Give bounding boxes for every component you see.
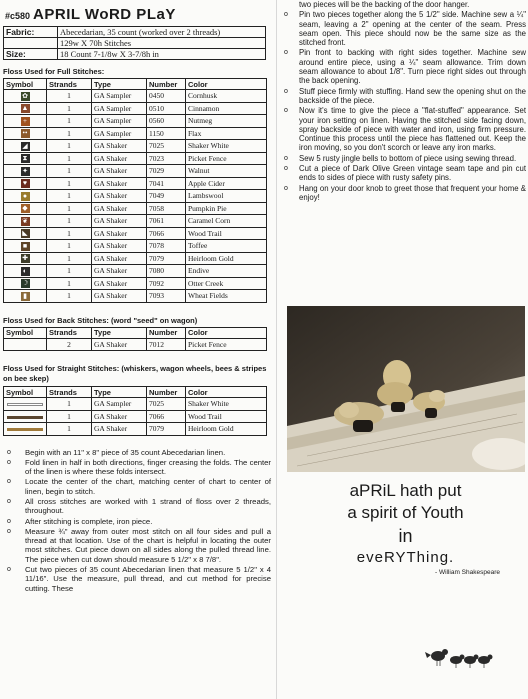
floss-type: GA Shaker [92, 215, 147, 228]
floss-symbol [4, 215, 47, 228]
floss-color: Otter Creek [186, 277, 267, 290]
stitch-symbol-icon: •• [21, 129, 30, 138]
right-column [283, 0, 528, 203]
floss-strands: 1 [47, 410, 92, 423]
instruction-item: o Now it's time to give the piece a "flat-stuffed" appearance. Set your iron setting on linen. Having the stitched side facing down, spray backside of piece with water and iron, using firm pressure. Continue this process until the piece has flattened out. Keep the iron moving, so you don't scorch or leave any iron marks. [283, 106, 526, 152]
bird-motif [418, 640, 498, 670]
floss-color: Flax [186, 127, 267, 140]
stitch-line-icon [7, 416, 43, 419]
full-stitches-table [3, 78, 267, 303]
floss-type: GA Shaker [92, 202, 147, 215]
floss-row [4, 90, 267, 103]
floss-row [4, 215, 267, 228]
floss-type: GA Sampler [92, 115, 147, 128]
column-header: Strands [47, 387, 92, 398]
floss-symbol [4, 338, 47, 351]
floss-strands: 1 [47, 398, 92, 411]
floss-number: 7041 [147, 177, 186, 190]
floss-row [4, 115, 267, 128]
column-header: Symbol [4, 387, 47, 398]
floss-row [4, 152, 267, 165]
floss-type: GA Shaker [92, 190, 147, 203]
floss-strands: 1 [47, 190, 92, 203]
floss-type: GA Shaker [92, 152, 147, 165]
floss-strands: 1 [47, 202, 92, 215]
floss-color: Cinnamon [186, 102, 267, 115]
floss-type: GA Sampler [92, 102, 147, 115]
finished-piece-photo [287, 306, 525, 472]
floss-strands: 1 [47, 177, 92, 190]
page-title [5, 6, 273, 23]
floss-symbol [4, 102, 47, 115]
floss-color: Lambswool [186, 190, 267, 203]
floss-color: Cornhusk [186, 90, 267, 103]
floss-strands: 1 [47, 115, 92, 128]
back-stitches-table [3, 327, 267, 352]
floss-strands: 1 [47, 215, 92, 228]
floss-row [4, 140, 267, 153]
stitch-symbol-icon: ■ [21, 242, 30, 251]
floss-number: 7092 [147, 277, 186, 290]
instruction-item: o Cut two pieces of 35 count Abecedarian linen that measure 5 1/2" x 4 11/16". Use the measure, pull thread, and cut method for precise cutting. These [5, 565, 271, 593]
stitch-line-icon [7, 403, 43, 406]
spec-row [4, 49, 266, 60]
floss-symbol [4, 115, 47, 128]
straight-stitches-table [3, 386, 267, 436]
floss-number: 7025 [147, 398, 186, 411]
column-header: Strands [47, 327, 92, 338]
floss-strands: 1 [47, 277, 92, 290]
instruction-item: o Locate the center of the chart, matching center of chart to center of linen, begin to stitch. [5, 477, 271, 496]
floss-number: 7066 [147, 227, 186, 240]
quote-line-1: aPRiL hath put [349, 481, 462, 500]
floss-row [4, 290, 267, 303]
floss-row [4, 127, 267, 140]
floss-row [4, 265, 267, 278]
floss-number: 7079 [147, 252, 186, 265]
stitch-symbol-icon: ❦ [22, 216, 28, 225]
floss-row [4, 227, 267, 240]
floss-strands: 1 [47, 90, 92, 103]
column-header: Number [147, 79, 186, 90]
floss-row [4, 240, 267, 253]
instruction-item: o Begin with an 11" x 8" piece of 35 count Abecedarian linen. [5, 448, 271, 457]
right-instructions [283, 0, 526, 202]
column-divider [276, 0, 277, 699]
instruction-item: o Sew 5 rusty jingle bells to bottom of piece using sewing thread. [283, 154, 526, 163]
floss-number: 1150 [147, 127, 186, 140]
spec-row [4, 38, 266, 49]
floss-row [4, 423, 267, 436]
floss-number: 7079 [147, 423, 186, 436]
floss-color: Picket Fence [186, 338, 267, 351]
floss-color: Picket Fence [186, 152, 267, 165]
design-title: APRIL WoRD PLaY [33, 6, 176, 23]
table-header-row [4, 327, 267, 338]
quote-line-4: eveRYThing. [356, 549, 455, 566]
quote-line-2: a spirit of Youth [347, 503, 464, 522]
stitch-symbol-icon: ▲ [21, 104, 29, 113]
floss-row [4, 102, 267, 115]
full-stitches-heading: Floss Used for Full Stitches: [3, 67, 105, 76]
shakespeare-quote [283, 480, 528, 576]
specs-table [3, 26, 266, 60]
floss-color: Endive [186, 265, 267, 278]
instruction-item: o Fold linen in half in both directions, finger creasing the folds. The center of the linen is where these folds intersect. [5, 458, 271, 477]
floss-row [4, 165, 267, 178]
floss-number: 7093 [147, 290, 186, 303]
stitch-line-icon [7, 428, 43, 431]
straight-stitches-heading: Floss Used for Straight Stitches: (whiskers, wagon wheels, bees & stripes on bee skep) [3, 364, 267, 383]
floss-type: GA Shaker [92, 252, 147, 265]
floss-number: 0560 [147, 115, 186, 128]
floss-type: GA Shaker [92, 423, 147, 436]
floss-symbol [4, 227, 47, 240]
floss-color: Caramel Corn [186, 215, 267, 228]
column-header: Symbol [4, 79, 47, 90]
spec-row [4, 27, 266, 38]
floss-symbol [4, 165, 47, 178]
floss-symbol [4, 177, 47, 190]
column-header: Type [92, 387, 147, 398]
column-header: Color [186, 327, 267, 338]
floss-strands: 1 [47, 265, 92, 278]
floss-color: Walnut [186, 165, 267, 178]
stitch-symbol-icon: ◣ [22, 229, 28, 238]
floss-type: GA Shaker [92, 265, 147, 278]
instruction-item: o Stuff piece firmly with stuffing. Hand sew the opening shut on the backside of the piece. [283, 87, 526, 106]
floss-color: Toffee [186, 240, 267, 253]
floss-number: 7078 [147, 240, 186, 253]
floss-strands: 1 [47, 227, 92, 240]
floss-type: GA Sampler [92, 90, 147, 103]
floss-symbol [4, 423, 47, 436]
floss-number: 0510 [147, 102, 186, 115]
floss-type: GA Sampler [92, 127, 147, 140]
floss-color: Wood Trail [186, 227, 267, 240]
spec-key: Fabric: [4, 27, 58, 38]
floss-row [4, 202, 267, 215]
floss-number: 0450 [147, 90, 186, 103]
floss-number: 7066 [147, 410, 186, 423]
instruction-item: o All cross stitches are worked with 1 strand of floss over 2 threads, throughout. [5, 497, 271, 516]
floss-strands: 1 [47, 240, 92, 253]
spec-key [4, 38, 58, 49]
floss-color: Pumpkin Pie [186, 202, 267, 215]
floss-symbol [4, 127, 47, 140]
floss-type: GA Shaker [92, 240, 147, 253]
stitch-symbol-icon: ✚ [22, 254, 28, 263]
floss-symbol [4, 277, 47, 290]
floss-symbol [4, 290, 47, 303]
left-column [3, 6, 273, 594]
column-header: Type [92, 327, 147, 338]
floss-symbol [4, 202, 47, 215]
floss-color: Heirloom Gold [186, 252, 267, 265]
instruction-item: o After stitching is complete, iron piece. [5, 517, 271, 526]
back-stitches-heading: Floss Used for Back Stitches: (word "seed" on wagon) [3, 315, 198, 325]
floss-strands: 1 [47, 165, 92, 178]
floss-row [4, 338, 267, 351]
left-instructions [5, 448, 271, 593]
floss-symbol [4, 190, 47, 203]
floss-strands: 1 [47, 140, 92, 153]
floss-type: GA Shaker [92, 277, 147, 290]
floss-type: GA Shaker [92, 290, 147, 303]
floss-strands: 1 [47, 152, 92, 165]
floss-row [4, 398, 267, 411]
floss-type: GA Shaker [92, 410, 147, 423]
floss-type: GA Shaker [92, 177, 147, 190]
floss-number: 7012 [147, 338, 186, 351]
floss-strands: 2 [47, 338, 92, 351]
column-header: Symbol [4, 327, 47, 338]
column-header: Color [186, 79, 267, 90]
floss-strands: 1 [47, 102, 92, 115]
instruction-item: o Cut a piece of Dark Olive Green vintage seam tape and pin cut ends to sides of piece with rusty safety pins. [283, 164, 526, 183]
stitch-symbol-icon: ☽ [21, 279, 29, 288]
design-code: #c580 [5, 11, 31, 21]
spec-key: Size: [4, 49, 58, 60]
floss-type: GA Shaker [92, 227, 147, 240]
floss-symbol [4, 410, 47, 423]
table-header-row [4, 387, 267, 398]
floss-type: GA Sampler [92, 398, 147, 411]
floss-number: 7023 [147, 152, 186, 165]
stitch-symbol-icon: ▮ [21, 292, 30, 301]
quote-attribution: - William Shakespeare [434, 569, 500, 576]
floss-symbol [4, 398, 47, 411]
instruction-item: o Hang on your door knob to greet those that frequent your home & enjoy! [283, 184, 526, 203]
instruction-item: o Measure ¾" away from outer most stitch on all four sides and pull a thread at that location. Use of the chart is helpful in locating the outer most stitches. Cut piece down on all sides along the pulled thread line. The piece when cut down should measure 5 1/2" x 8 7/8". [5, 527, 271, 564]
floss-color: Wood Trail [186, 410, 267, 423]
floss-row [4, 410, 267, 423]
floss-symbol [4, 265, 47, 278]
floss-number: 7025 [147, 140, 186, 153]
stitch-symbol-icon: ◢ [22, 141, 28, 150]
floss-color: Shaker White [186, 140, 267, 153]
floss-row [4, 277, 267, 290]
floss-number: 7058 [147, 202, 186, 215]
stitch-symbol-icon: ● [21, 192, 30, 201]
floss-strands: 1 [47, 252, 92, 265]
floss-color: Nutmeg [186, 115, 267, 128]
floss-type: GA Shaker [92, 338, 147, 351]
stitch-symbol-icon: ✦ [22, 166, 28, 175]
floss-color: Shaker White [186, 398, 267, 411]
floss-strands: 1 [47, 423, 92, 436]
instruction-continuation: two pieces will be the backing of the door hanger. [299, 0, 470, 9]
column-header: Color [186, 387, 267, 398]
spec-value: 18 Count 7-1/8w X 3-7/8h in [58, 49, 266, 60]
spec-value: Abecedarian, 35 count (worked over 2 threads) [58, 27, 266, 38]
stitch-symbol-icon: + [21, 117, 30, 126]
floss-strands: 1 [47, 290, 92, 303]
spec-value: 129w X 70h Stitches [58, 38, 266, 49]
floss-symbol [4, 152, 47, 165]
floss-color: Heirloom Gold [186, 423, 267, 436]
floss-color: Wheat Fields [186, 290, 267, 303]
floss-number: 7080 [147, 265, 186, 278]
floss-row [4, 190, 267, 203]
stitch-symbol-icon: ♥ [21, 179, 30, 188]
instruction-item: o Pin two pieces together along the 5 1/2" side. Machine sew a ¼" seam, leaving a 2" opening at the center of the seam. Press seam open. This piece should now be the same size as the stitched front. [283, 10, 526, 47]
floss-symbol [4, 240, 47, 253]
floss-strands: 1 [47, 127, 92, 140]
floss-number: 7029 [147, 165, 186, 178]
column-header: Number [147, 327, 186, 338]
floss-symbol [4, 90, 47, 103]
table-header-row [4, 79, 267, 90]
stitch-symbol-icon: ⧗ [21, 154, 30, 163]
quote-line-3: in [398, 526, 413, 546]
stitch-symbol-icon: ◐ [21, 267, 30, 276]
floss-type: GA Shaker [92, 165, 147, 178]
instruction-item: o Pin front to backing with right sides together. Machine sew around entire piece, using a ¼" seam allowance. Trim down seam allowance to about 1/8". Turn piece right sides out through the back opening. [283, 48, 526, 85]
floss-type: GA Shaker [92, 140, 147, 153]
stitch-symbol-icon: ✿ [22, 91, 28, 100]
floss-number: 7049 [147, 190, 186, 203]
stitch-symbol-icon: ◆ [22, 204, 28, 213]
column-header: Type [92, 79, 147, 90]
column-header: Number [147, 387, 186, 398]
floss-number: 7061 [147, 215, 186, 228]
floss-symbol [4, 252, 47, 265]
floss-symbol [4, 140, 47, 153]
column-header: Strands [47, 79, 92, 90]
floss-row [4, 252, 267, 265]
floss-row [4, 177, 267, 190]
floss-color: Apple Cider [186, 177, 267, 190]
